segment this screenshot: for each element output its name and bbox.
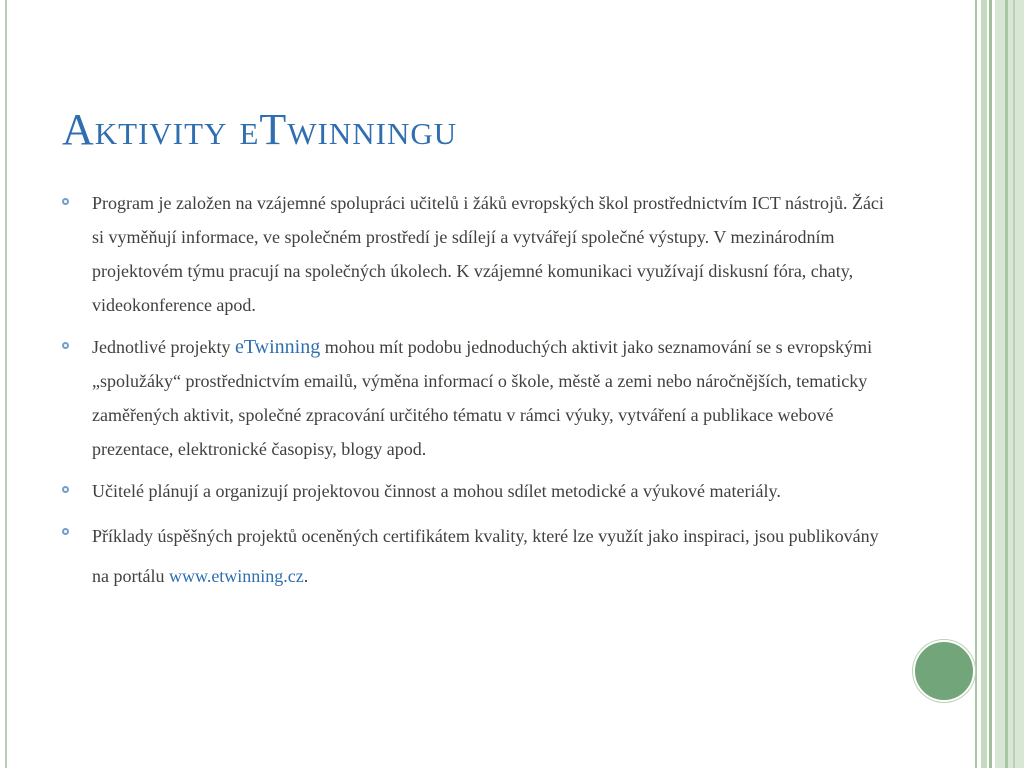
- bullet-list: [62, 186, 892, 604]
- slide-title: Aktivity eTwinningu: [62, 105, 458, 154]
- bullet-icon: [62, 528, 69, 535]
- bullet-text-end: mohou mít podobu jednoduchých aktivit jako seznamování se s evropskými „spolužáky“ prostřednictvím emailů, výměna informací o škole, městě a zemi nebo náročnějších, tematicky zaměřených aktivit, společné zpracování určitého tématu v rámci výuky, vytváření a publikace webové prezentace, elektronické časopisy, blogy apod.: [92, 337, 873, 459]
- bullet-item-4: [62, 516, 892, 596]
- etwinning-highlight: eTwinning: [234, 336, 321, 358]
- bullet-text-start: Příklady úspěšných projektů oceněných certifikátem kvality, které lze využít jako inspiraci, jsou publikovány na portálu: [92, 526, 879, 586]
- bullet-text-start: Jednotlivé projekty: [92, 337, 235, 357]
- bullet-item-3: [62, 474, 892, 508]
- decorative-stripe: [995, 0, 1024, 768]
- decorative-stripe: [975, 0, 977, 768]
- bullet-text-end: .: [303, 566, 309, 586]
- etwinning-link[interactable]: www.etwinning.cz: [168, 566, 304, 586]
- left-border-line: [5, 0, 7, 768]
- bullet-icon: [62, 486, 69, 493]
- bullet-item-1: [62, 186, 892, 322]
- decorative-circle: [913, 640, 975, 702]
- decorative-stripe: [1005, 0, 1008, 768]
- decorative-stripe: [989, 0, 992, 768]
- bullet-icon: [62, 198, 69, 205]
- bullet-icon: [62, 342, 69, 349]
- bullet-text: Program je založen na vzájemné spolupráci učitelů i žáků evropských škol prostřednictvím ICT nástrojů. Žáci si vyměňují informace, ve společném prostředí je sdílejí a vytvářejí společné výstupy. V mezinárodním projektovém týmu pracují na společných úkolech. K vzájemné komunikaci využívají diskusní fóra, chaty, videokonference apod.: [92, 193, 884, 315]
- bullet-item-2: [62, 330, 892, 466]
- decorative-stripe: [981, 0, 987, 768]
- bullet-text: Učitelé plánují a organizují projektovou činnost a mohou sdílet metodické a výukové materiály.: [92, 481, 781, 501]
- decorative-stripe: [1013, 0, 1015, 768]
